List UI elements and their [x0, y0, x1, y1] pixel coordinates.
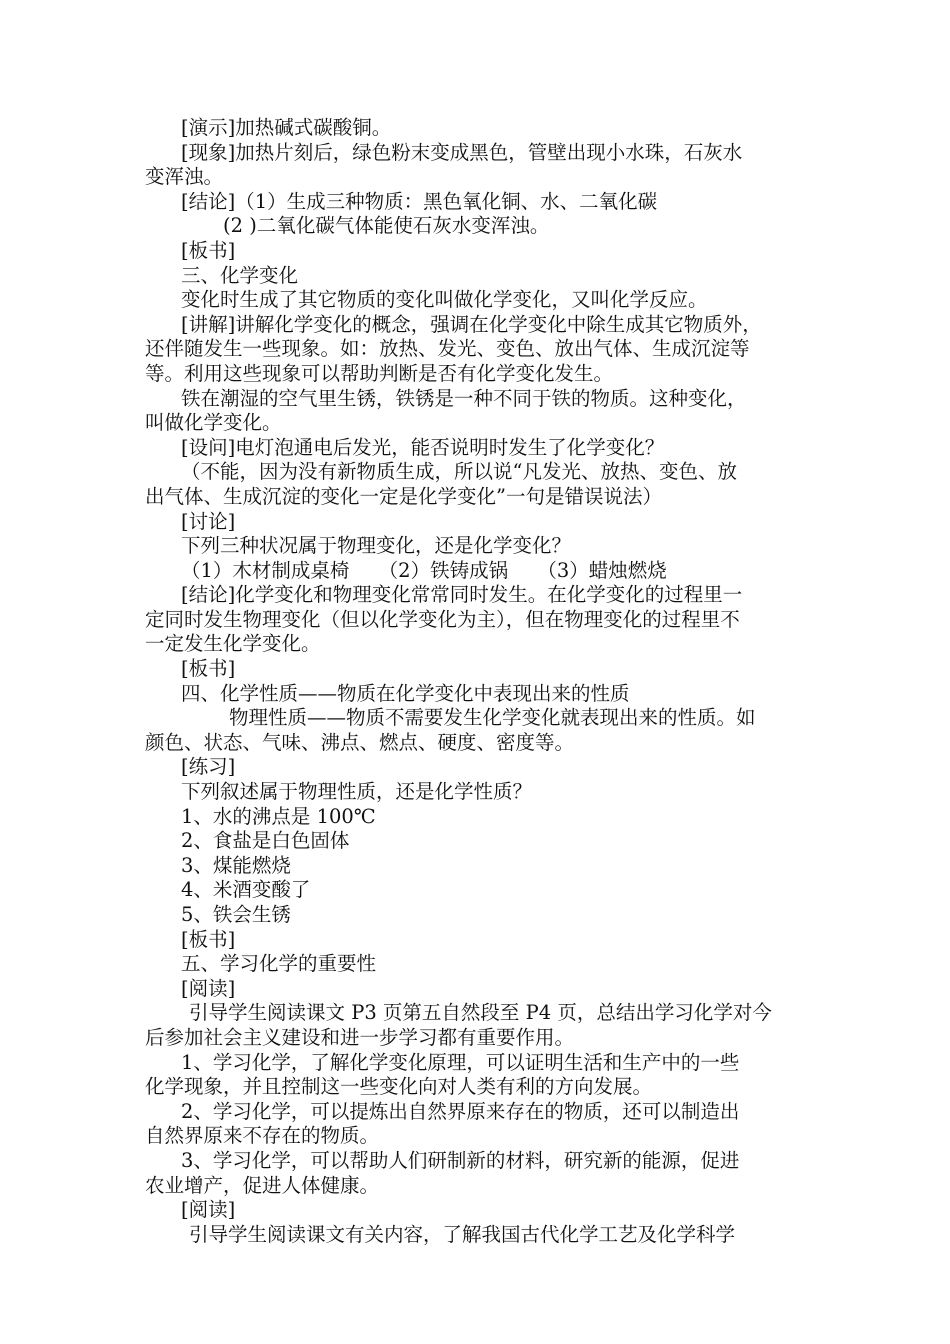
text-line: 4、米酒变酸了: [181, 878, 311, 902]
text-line: 等。利用这些现象可以帮助判断是否有化学变化发生。: [145, 361, 614, 385]
text-line: 四、化学性质——物质在化学变化中表现出来的性质: [181, 681, 630, 705]
text-line: 3、学习化学，可以帮助人们研制新的材料，研究新的能源，促进: [181, 1148, 740, 1172]
text-line: 三、化学变化: [181, 263, 299, 287]
text-line: 后参加社会主义建设和进一步学习都有重要作用。: [145, 1025, 575, 1049]
text-line: 下列三种状况属于物理变化，还是化学变化？: [181, 534, 572, 558]
text-line: 下列叙述属于物理性质，还是化学性质？: [181, 780, 533, 804]
text-line: [阅读]: [181, 976, 236, 1000]
text-line: [结论]（1）生成三种物质：黑色氧化铜、水、二氧化碳: [181, 189, 658, 213]
text-line: 1、学习化学，了解化学变化原理，可以证明生活和生产中的一些: [181, 1050, 740, 1074]
text-line: [现象]加热片刻后，绿色粉末变成黑色，管壁出现小水珠，石灰水: [181, 140, 743, 164]
text-line: 变浑浊。: [145, 165, 224, 189]
text-line: [讨论]: [181, 509, 236, 533]
text-line: 2、食盐是白色固体: [181, 829, 350, 853]
text-line: 引导学生阅读课文 P3 页第五自然段至 P4 页，总结出学习化学对今: [189, 1001, 772, 1025]
text-line: 自然界原来不存在的物质。: [145, 1124, 380, 1148]
text-line: [板书]: [181, 238, 236, 262]
text-line: （1）木材制成桌椅 （2）铁铸成锅 （3）蜡烛燃烧: [181, 558, 667, 582]
text-line: 1、水的沸点是 100℃: [181, 804, 376, 828]
document-body: [145, 116, 845, 1247]
text-line: [练习]: [181, 755, 236, 779]
text-line: （不能，因为没有新物质生成，所以说“凡发光、放热、变色、放: [181, 460, 737, 484]
text-line: 农业增产，促进人体健康。: [145, 1173, 380, 1197]
text-line: 颜色、状态、气味、沸点、燃点、硬度、密度等。: [145, 730, 575, 754]
text-line: 5、铁会生锈: [181, 903, 291, 926]
text-line: 还伴随发生一些现象。如：放热、发光、变色、放出气体、生成沉淀等: [145, 337, 750, 361]
text-line: [设问]电灯泡通电后发光，能否说明时发生了化学变化？: [181, 435, 665, 459]
text-line: [结论]化学变化和物理变化常常同时发生。在化学变化的过程里一: [181, 583, 743, 607]
text-line: [演示]加热碱式碳酸铜。: [181, 116, 392, 139]
text-line: 3、煤能燃烧: [181, 853, 291, 877]
text-line: 2、学习化学，可以提炼出自然界原来存在的物质，还可以制造出: [181, 1099, 740, 1123]
text-line: 引导学生阅读课文有关内容，了解我国古代化学工艺及化学科学: [189, 1222, 736, 1246]
text-line: 变化时生成了其它物质的变化叫做化学变化，又叫化学反应。: [181, 288, 708, 312]
text-line: [板书]: [181, 657, 236, 681]
text-line: 一定发生化学变化。: [145, 632, 321, 656]
text-line: 物理性质——物质不需要发生化学变化就表现出来的性质。如: [229, 706, 756, 730]
text-line: 叫做化学变化。: [145, 411, 282, 435]
text-line: 铁在潮湿的空气里生锈，铁锈是一种不同于铁的物质。这种变化，: [181, 386, 747, 410]
text-line: [阅读]: [181, 1198, 236, 1222]
text-line: (2 )二氧化碳气体能使石灰水变浑浊。: [223, 214, 550, 238]
text-line: [讲解]讲解化学变化的概念，强调在化学变化中除生成其它物质外，: [181, 312, 762, 336]
text-line: [板书]: [181, 927, 236, 951]
text-line: 出气体、生成沉淀的变化一定是化学变化”一句是错误说法）: [145, 484, 662, 508]
text-line: 化学现象，并且控制这一些变化向对人类有利的方向发展。: [145, 1075, 653, 1099]
text-line: 五、学习化学的重要性: [181, 952, 377, 976]
text-line: 定同时发生物理变化（但以化学变化为主），但在物理变化的过程里不: [145, 607, 740, 631]
